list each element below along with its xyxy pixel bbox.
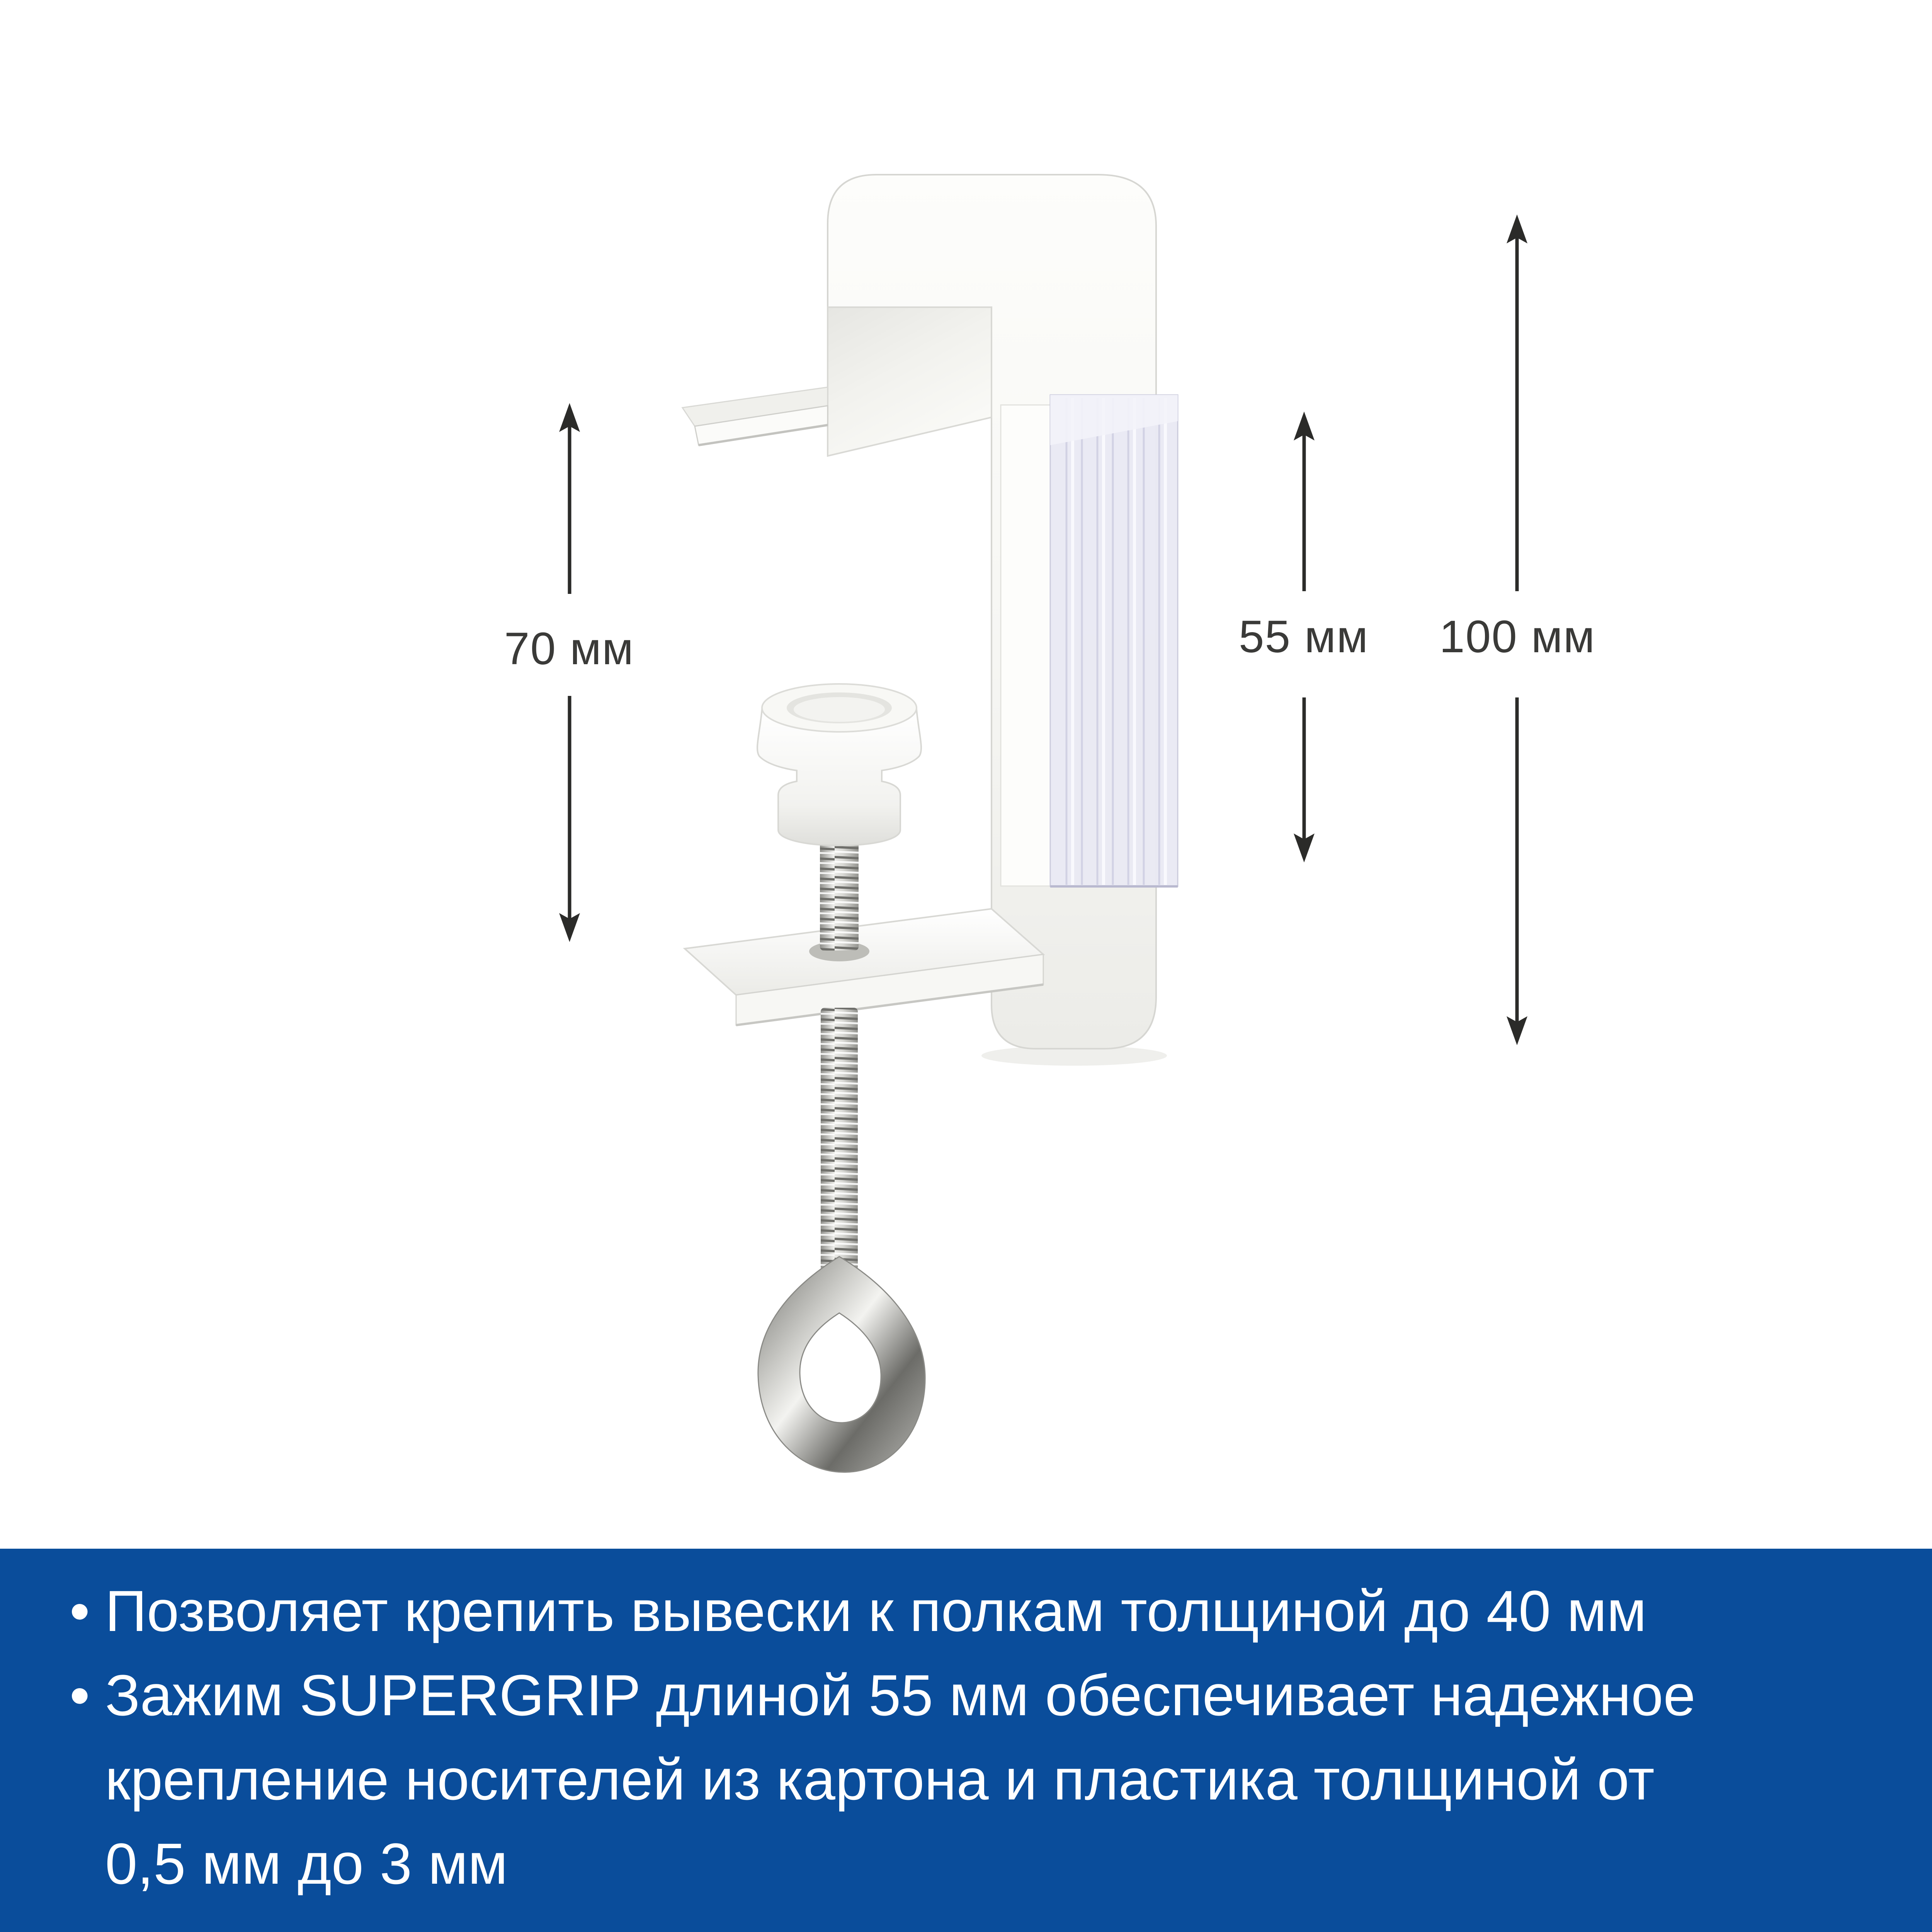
bullet-icon: • xyxy=(70,1578,90,1643)
dimension-label-70mm: 70 мм xyxy=(504,623,634,674)
feature-item xyxy=(70,1653,1886,1906)
feature-text xyxy=(105,1653,1886,1906)
dimension-arrow-55-up-icon xyxy=(1294,412,1315,591)
dimension-label-55mm: 55 мм xyxy=(1238,611,1369,662)
dimension-label-100mm: 100 мм xyxy=(1439,611,1595,662)
feature-banner xyxy=(0,1549,1932,1932)
knob-cup-cavity xyxy=(794,697,885,722)
clamp-screw-lower xyxy=(758,1008,925,1472)
screw-thread-lower xyxy=(821,1008,858,1270)
clamp-screw-upper xyxy=(820,831,859,951)
clamp-knob xyxy=(757,684,921,845)
bracket-hook-leg xyxy=(828,307,992,456)
bullet-icon: • xyxy=(70,1663,90,1728)
screw-eye-loop xyxy=(758,1257,925,1472)
feature-line: Позволяет крепить вывески к полкам толщиной до 40 мм xyxy=(105,1578,1647,1643)
dimension-arrow-70-down-icon xyxy=(559,696,580,942)
feature-line: 0,5 мм до 3 мм xyxy=(105,1831,508,1896)
clamp-jaw xyxy=(685,909,1043,1025)
feature-line: крепление носителей из картона и пластика толщиной от xyxy=(105,1747,1655,1812)
dimension-arrow-100-down-icon xyxy=(1507,697,1527,1045)
feature-text xyxy=(105,1569,1886,1653)
dimension-arrow-55-down-icon xyxy=(1294,697,1315,862)
supergrip-strip xyxy=(1001,395,1178,886)
screw-thread-upper xyxy=(820,831,859,951)
dimension-arrow-100-up-icon xyxy=(1507,214,1527,591)
feature-line: Зажим SUPERGRIP длиной 55 мм обеспечивает надежное xyxy=(105,1663,1696,1728)
feature-item xyxy=(70,1569,1886,1653)
dimension-arrow-70-up-icon xyxy=(559,403,580,594)
